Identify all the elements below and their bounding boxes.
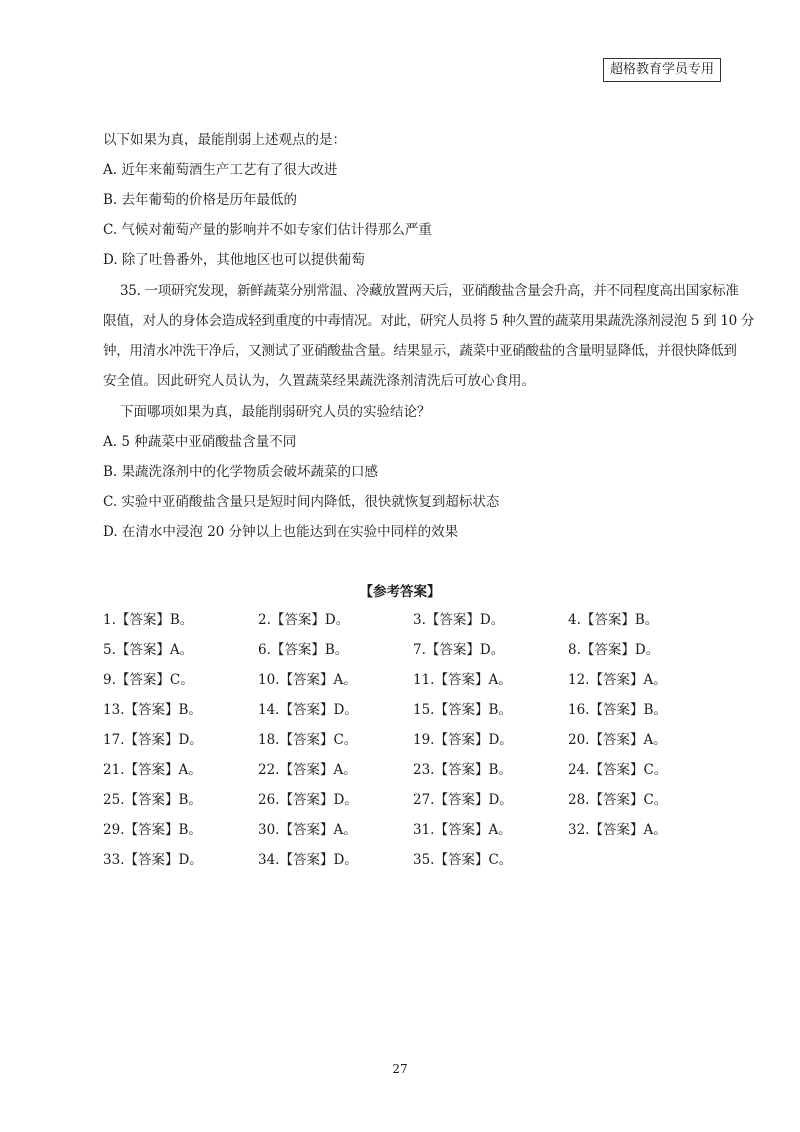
q35-option-d: D. 在清水中浸泡 20 分钟以上也能达到在实验中同样的效果 (103, 524, 459, 540)
answer-item: 20.【答案】A。 (568, 732, 667, 748)
q35-text-line: 限值，对人的身体会造成轻到重度的中毒情况。对此，研究人员将 5 种久置的蔬菜用果蔬洗涤剂浸泡 5 到 10 分 (103, 313, 755, 329)
q34-option-a: A. 近年来葡萄酒生产工艺有了很大改进 (103, 162, 338, 178)
answer-item: 11.【答案】A。 (413, 672, 512, 688)
answer-item: 17.【答案】D。 (103, 732, 203, 748)
answer-item: 24.【答案】C。 (568, 762, 668, 778)
q35-text-line: 安全值。因此研究人员认为，久置蔬菜经果蔬洗涤剂清洗后可放心食用。 (103, 373, 535, 389)
answer-item: 23.【答案】B。 (413, 762, 512, 778)
answer-item: 35.【答案】C。 (413, 852, 513, 868)
q34-stem: 以下如果为真，最能削弱上述观点的是： (103, 132, 346, 148)
answers-heading: 【参考答案】 (359, 584, 441, 600)
q35-text-line: 35. 一项研究发现，新鲜蔬菜分别常温、冷藏放置两天后，亚硝酸盐含量会升高，并不同程度高出国家标准 (120, 283, 739, 299)
answer-item: 10.【答案】A。 (258, 672, 357, 688)
answer-item: 26.【答案】D。 (258, 792, 358, 808)
q34-option-d: D. 除了吐鲁番外，其他地区也可以提供葡萄 (103, 252, 365, 268)
answer-item: 19.【答案】D。 (413, 732, 513, 748)
answer-item: 32.【答案】A。 (568, 822, 667, 838)
answer-item: 4.【答案】B。 (568, 612, 659, 628)
q35-option-a: A. 5 种蔬菜中亚硝酸盐含量不同 (103, 434, 297, 450)
answer-item: 9.【答案】C。 (103, 672, 194, 688)
answer-item: 14.【答案】D。 (258, 702, 358, 718)
q35-text-line: 钟，用清水冲洗干净后，又测试了亚硝酸盐含量。结果显示，蔬菜中亚硝酸盐的含量明显降低，并很快降低到 (103, 343, 737, 359)
header-badge: 超格教育学员专用 (603, 58, 721, 82)
answer-item: 21.【答案】A。 (103, 762, 202, 778)
answer-item: 1.【答案】B。 (103, 612, 194, 628)
q35-option-b: B. 果蔬洗涤剂中的化学物质会破坏蔬菜的口感 (103, 464, 379, 480)
answer-item: 30.【答案】A。 (258, 822, 357, 838)
answer-item: 6.【答案】B。 (258, 642, 349, 658)
answer-item: 2.【答案】D。 (258, 612, 350, 628)
answer-item: 25.【答案】B。 (103, 792, 202, 808)
q34-option-c: C. 气候对葡萄产量的影响并不如专家们估计得那么严重 (103, 222, 432, 238)
answer-item: 27.【答案】D。 (413, 792, 513, 808)
answer-item: 22.【答案】A。 (258, 762, 357, 778)
answer-item: 28.【答案】C。 (568, 792, 668, 808)
q35-stem: 下面哪项如果为真，最能削弱研究人员的实验结论？ (120, 404, 431, 420)
answer-item: 18.【答案】C。 (258, 732, 358, 748)
q35-option-c: C. 实验中亚硝酸盐含量只是短时间内降低，很快就恢复到超标状态 (103, 494, 500, 510)
q34-option-b: B. 去年葡萄的价格是历年最低的 (103, 192, 298, 208)
answer-item: 29.【答案】B。 (103, 822, 202, 838)
answer-item: 3.【答案】D。 (413, 612, 505, 628)
answer-item: 7.【答案】D。 (413, 642, 505, 658)
answer-item: 13.【答案】B。 (103, 702, 202, 718)
answer-item: 34.【答案】D。 (258, 852, 358, 868)
answer-item: 31.【答案】A。 (413, 822, 512, 838)
page-number: 27 (392, 1062, 408, 1076)
answer-item: 12.【答案】A。 (568, 672, 667, 688)
answer-item: 33.【答案】D。 (103, 852, 203, 868)
answer-item: 5.【答案】A。 (103, 642, 194, 658)
answer-item: 8.【答案】D。 (568, 642, 660, 658)
answer-item: 15.【答案】B。 (413, 702, 512, 718)
answer-item: 16.【答案】B。 (568, 702, 667, 718)
